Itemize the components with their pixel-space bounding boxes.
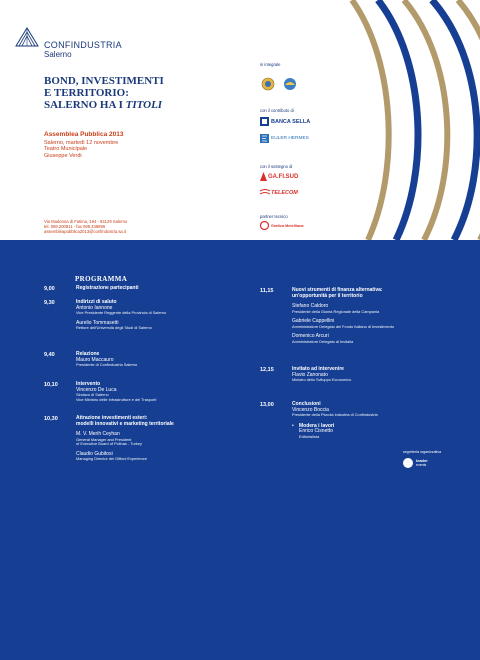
decorative-arcs — [0, 0, 480, 240]
event-details — [44, 140, 118, 159]
contact-phone: tel. 089.200811 - fax 089.338896 — [44, 224, 106, 230]
agenda-time: 10,10 — [44, 382, 58, 388]
speaker-name: Stefano Caldoro — [292, 303, 329, 310]
sponsors-label-sostegno: con il sostegno di — [260, 164, 293, 169]
speaker-role: Presidente della Giunta Regionale della Campania — [292, 308, 380, 314]
agenda-heading: Nuovi strumenti di finanza alternativa: — [292, 287, 383, 293]
speaker-role: Managing Director del Giffoni Experience — [76, 456, 147, 462]
invitation-cover — [0, 0, 480, 240]
event-venue-name: Giuseppe Verdi — [44, 152, 82, 159]
banca-sella-icon — [260, 117, 269, 126]
agenda-heading: Registrazione partecipanti — [76, 285, 139, 291]
speaker-role: General Manager and President — [76, 436, 132, 442]
institutional-seals-icon — [260, 76, 304, 92]
brand-name: CONFINDUSTRIA — [44, 40, 122, 50]
event-title — [44, 75, 214, 111]
title-line1: BOND, INVESTIMENTI — [44, 75, 164, 87]
telecom-logo — [260, 189, 298, 197]
speaker-name: Flavio Zanonato — [292, 371, 328, 378]
agenda-heading: modelli innovativi e marketing territoriale — [76, 420, 174, 427]
event-date: Salerno, martedì 12 novembre — [44, 140, 119, 146]
event-name: Assemblea Pubblica 2013 — [44, 131, 124, 138]
euler-hermes-text: EULER HERMES — [271, 136, 309, 141]
banca-sella-text: BANCA SELLA — [271, 118, 311, 125]
secretary-label: segreteria organizzativa — [403, 450, 442, 454]
agenda-time: 13,00 — [260, 402, 274, 408]
speaker-role: Amministratore Delegato del Fondo Italiano di Investimento — [292, 323, 395, 329]
speaker-role: Amministratore Delegato di Invitalia — [292, 338, 354, 344]
agenda-time: 9,40 — [44, 352, 55, 358]
speaker-name: Vincenzo Boccia — [292, 406, 329, 413]
speaker-name: Gabriele Cappellini — [292, 318, 335, 325]
speaker-role: Presidente di Confindustria Salerno — [76, 362, 138, 368]
agenda-time: 10,30 — [44, 416, 58, 422]
brand-sub: Salerno — [44, 50, 72, 59]
moderator-name: Enrico Cisnetto — [299, 428, 333, 435]
programma-panel — [0, 240, 480, 660]
title-line3-plain: SALERNO HA I — [44, 99, 126, 111]
speaker-name: Domenico Arcuri — [292, 333, 329, 340]
moderator-block — [292, 424, 430, 440]
speaker-role: Vice Ministro delle Infrastrutture e dei Trasporti — [76, 396, 157, 402]
speaker-name: Vincenzo De Luca — [76, 386, 117, 393]
gafisud-logo — [260, 172, 298, 181]
sponsors-label-integrale: in integrale — [260, 62, 281, 67]
speaker-role: Sindaco di Salerno — [76, 392, 109, 398]
speaker-role: of Executive Board of Polinas - Turkey — [76, 441, 142, 447]
speaker-name: Claudio Gubitosi — [76, 450, 113, 457]
agenda-time: 9,00 — [44, 286, 55, 292]
leader-logo — [403, 458, 463, 468]
agenda-heading: Relazione — [76, 351, 100, 357]
agenda-heading: Conclusioni — [292, 401, 321, 407]
agenda-heading: un'opportunità per il territorio — [292, 292, 363, 299]
programma-title: PROGRAMMA — [75, 275, 128, 283]
speaker-role: Presidente della Piccola Industria di Confindustria — [292, 412, 378, 418]
contact-info — [44, 219, 127, 235]
contact-address: Via Madonna di Fatima, 194 - 84129 Salerno — [44, 219, 128, 224]
euler-hermes-icon — [260, 134, 269, 143]
euler-hermes-logo — [260, 134, 309, 143]
banca-sella-logo — [260, 117, 310, 126]
event-venue: Teatro Municipale — [44, 146, 88, 153]
agenda-heading: Attrazione investimenti esteri: — [76, 415, 148, 421]
leader-logo-icon — [403, 458, 413, 468]
grafica-metelliana-logo — [260, 221, 304, 230]
secretary-block — [403, 450, 463, 468]
agenda-time: 11,15 — [260, 288, 274, 294]
sponsors-label-tecnico: partner tecnico — [260, 214, 288, 219]
leader-logo-text: leader — [416, 457, 428, 463]
agenda-heading: Indirizzi di saluto — [76, 299, 117, 305]
contact-email: assembleapubblica2013@confindustria.sa.it — [44, 229, 127, 235]
arc-gold-1 — [352, 0, 389, 240]
title-line3 — [44, 99, 214, 111]
agenda-heading: Intervento — [76, 381, 101, 387]
grafica-metelliana-icon — [260, 221, 269, 230]
speaker-name: Antonio Iannone — [76, 304, 113, 311]
bullet-icon: • — [292, 422, 294, 429]
grafica-metelliana-text: Grafica Metelliana — [271, 223, 304, 228]
moderator-label: Modera i lavori — [299, 422, 335, 429]
telecom-icon — [260, 189, 270, 197]
moderator-role: Editorialista — [299, 433, 320, 439]
speaker-role: Rettore dell'Università degli Studi di Salerno — [76, 325, 152, 331]
agenda-heading: Invitato ad intervenire — [292, 366, 344, 372]
speaker-name: Mauro Maccauro — [76, 356, 114, 363]
title-line3-italic: TITOLI — [125, 99, 163, 111]
gafisud-text: GA.FI.SUD — [268, 173, 299, 180]
telecom-text: TELECOM — [271, 190, 298, 196]
leader-logo-sub: events — [416, 463, 427, 467]
confindustria-emblem-icon — [14, 26, 40, 48]
speaker-role: Vice Presidente Reggente della Provincia di Salerno — [76, 310, 167, 316]
title-line2: E TERRITORIO: — [44, 87, 129, 99]
speaker-name: Aurelio Tommasetti — [76, 319, 119, 326]
gafisud-icon — [260, 172, 267, 181]
sponsors-label-contributo: con il contributo di — [260, 108, 294, 113]
agenda-time: 12,15 — [260, 367, 274, 373]
agenda-time: 9,30 — [44, 300, 55, 306]
speaker-role: Ministro dello Sviluppo Economico — [292, 377, 352, 383]
arc-blue-1 — [378, 0, 418, 240]
speaker-name: M. V. Merih Ceyhan — [76, 431, 120, 438]
